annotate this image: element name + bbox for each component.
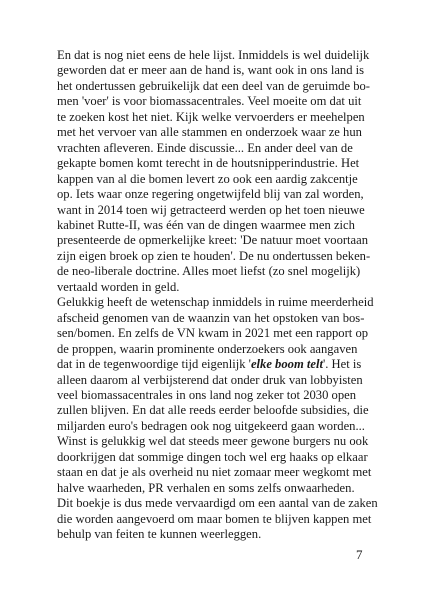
text-line: Dit boekje is dus mede vervaardigd om een aantal van de zaken [57,496,378,511]
text-line: alleen daarom al verbijsterend dat onder druk van lobbyisten [57,372,363,387]
text-before-emphasis: dat in de tegenwoordige tijd eigenlijk ' [57,357,251,372]
text-line: behulp van feiten te kunnen weerleggen. [57,527,262,542]
emphasized-phrase: elke boom telt [250,357,323,372]
text-line: Gelukkig heeft de wetenschap inmiddels in ruime meerderheid [57,295,374,310]
text-line: miljarden euro's bedragen ook nog uitgekeerd gaan worden... [57,418,365,433]
text-line: veel biomassacentrales in ons land nog zeker tot 2030 open [57,387,357,402]
text-line: op. Iets waar onze regering ongetwijfeld blij van zal worden, [57,187,364,202]
text-line: Winst is gelukkig wel dat steeds meer gewone burgers nu ook [57,434,369,449]
text-line: geworden dat er meer aan de hand is, want ook in ons land is [57,63,365,78]
text-line: afscheid genomen van de waanzin van het opstoken van bos- [57,310,365,325]
text-line-emphasis [57,357,381,372]
text-line: zijn eigen broek op zien te houden'. De nu ondertussen beken- [57,248,371,263]
text-after-emphasis: '. Het is [322,357,362,372]
text-line: En dat is nog niet eens de hele lijst. Inmiddels is wel duidelijk [57,48,370,62]
text-line: staan en dat je als overheid nu niet zomaar meer wegkomt met [57,465,372,480]
text-line: men 'voer' is voor biomassacentrales. Veel moeite om dat uit [57,94,362,109]
text-line: kappen van al die bomen levert zo ook een aardig zakcentje [57,171,358,186]
text-line: doorkrijgen dat sommige dingen toch wel erg haaks op elkaar [57,449,368,464]
text-line: het ondertussen gebruikelijk dat een deel van de geruimde bo- [57,78,370,93]
text-line: sen/bomen. En zelfs de VN kwam in 2021 met een rapport op [57,326,369,341]
text-line: de neo-liberale doctrine. Alles moet liefst (zo snel mogelijk) [57,264,361,279]
text-line: met het vervoer van alle stammen en onderzoek waar ze hun [57,125,362,140]
text-line: te zoeken kost het niet. Kijk welke vervoerders er meehelpen [57,109,365,124]
text-line: presenteerde de opmerkelijke kreet: 'De natuur moet voortaan [57,233,369,248]
text-line: want in 2014 toen wij getracteerd werden op het toen nieuwe [57,202,365,217]
text-line: halve waarheden, PR verhalen en soms zelfs onwaarheden. [57,480,355,495]
text-line: de proppen, waarin prominente onderzoekers ook aangaven [57,341,358,356]
text-line: vertaald worden in geld. [57,279,180,294]
text-line: die worden aangevoerd om maar bomen te blijven kappen met [57,511,372,526]
text-line: vrachten afleveren. Einde discussie... En ander deel van de [57,140,353,155]
page-number: 7 [356,547,363,562]
text-line: gekapte bomen komt terecht in de houtsnipperindustrie. Het [57,156,360,171]
body-text [57,48,381,543]
text-line: zullen blijven. En dat alle reeds eerder beloofde subsidies, die [57,403,369,418]
text-line: kabinet Rutte-II, was één van de dingen waarmee men zich [57,217,355,232]
